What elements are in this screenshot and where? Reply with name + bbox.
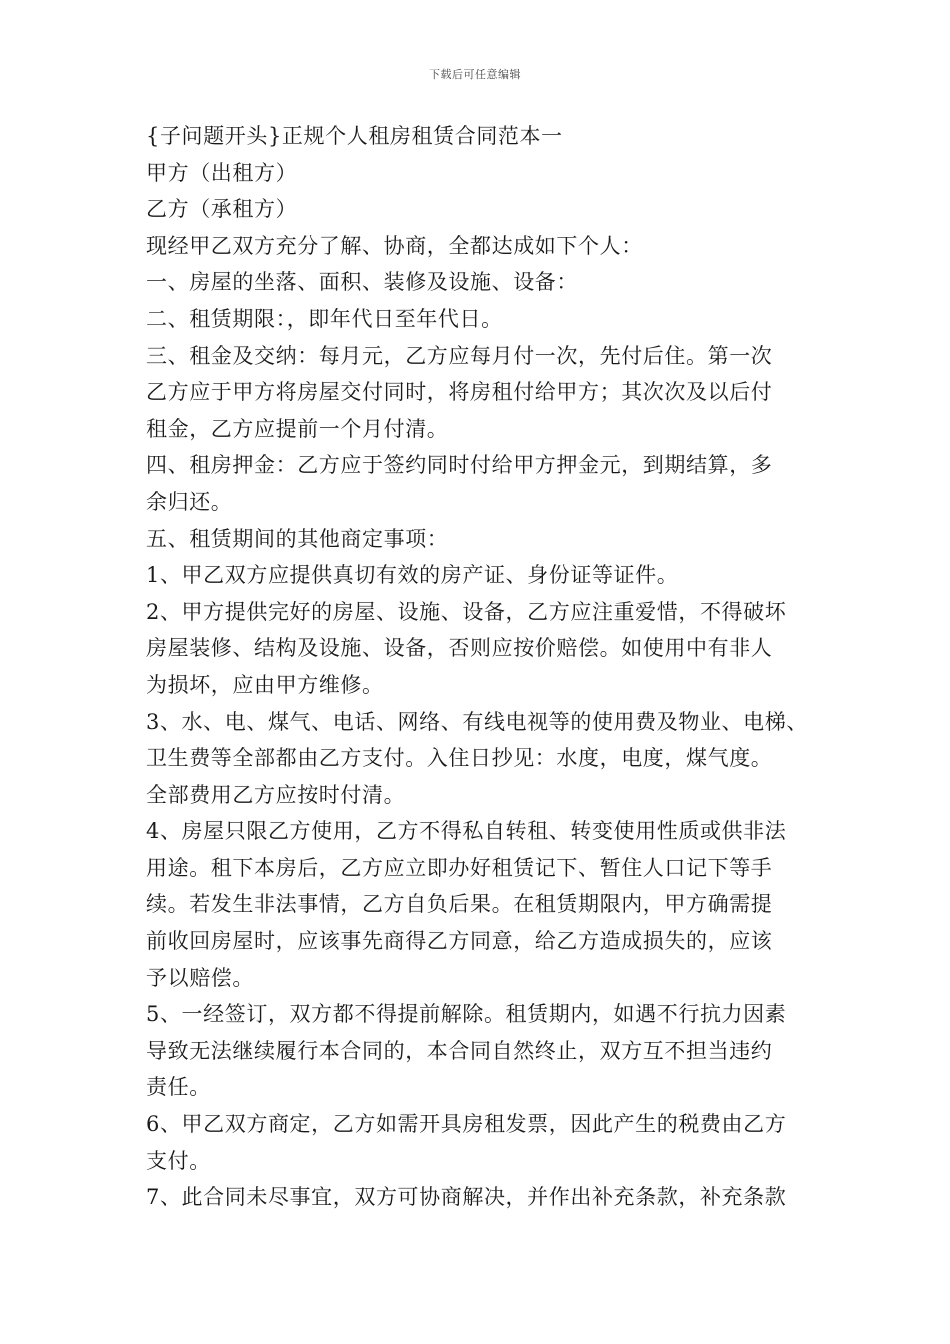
document-body	[146, 118, 818, 1216]
item-4-line: 续。若发生非法事情，乙方自负后果。在租赁期限内，甲方确需提	[146, 892, 773, 917]
item-6-line: 6、甲乙双方商定，乙方如需开具房租发票，因此产生的税费由乙方	[146, 1112, 787, 1137]
item-7-line: 7、此合同未尽事宜，双方可协商解决，并作出补充条款，补充条款	[146, 1185, 787, 1210]
item-1-line: 1、甲乙双方应提供真切有效的房产证、身份证等证件。	[146, 563, 679, 588]
item-4-line: 予以赔偿。	[146, 965, 254, 990]
item-6-line: 支付。	[146, 1148, 211, 1173]
clause-4-line: 四、租房押金：乙方应于签约同时付给甲方押金元，到期结算，多	[146, 453, 773, 478]
page-header-note: 下载后可任意编辑	[429, 68, 521, 81]
clause-2-line: 二、租赁期限：，即年代日至年代日。	[146, 306, 503, 331]
item-2-line: 为损坏，应由甲方维修。	[146, 672, 384, 697]
item-4-line: 4、房屋只限乙方使用，乙方不得私自转租、转变使用性质或供非法	[146, 819, 787, 844]
party-b-line: 乙方（承租方）	[146, 197, 298, 222]
clause-1-line: 一、房屋的坐落、面积、装修及设施、设备：	[146, 270, 578, 295]
item-4-line: 前收回房屋时，应该事先商得乙方同意，给乙方造成损失的，应该	[146, 929, 773, 954]
clause-3-line: 租金，乙方应提前一个月付清。	[146, 416, 449, 441]
item-5-line: 导致无法继续履行本合同的，本合同自然终止，双方互不担当违约	[146, 1038, 773, 1063]
clause-4-line: 余归还。	[146, 489, 233, 514]
preamble-line: 现经甲乙双方充分了解、协商，全都达成如下个人：	[146, 233, 643, 258]
item-3-line: 全部费用乙方应按时付清。	[146, 782, 406, 807]
party-a-line: 甲方（出租方）	[146, 160, 298, 185]
item-5-line: 责任。	[146, 1075, 211, 1100]
item-3-line: 3、水、电、煤气、电话、网络、有线电视等的使用费及物业、电梯、	[146, 709, 808, 734]
clause-3-line: 三、租金及交纳：每月元，乙方应每月付一次，先付后住。第一次	[146, 343, 773, 368]
item-2-line: 2、甲方提供完好的房屋、设施、设备，乙方应注重爱惜，不得破坏	[146, 599, 787, 624]
clause-3-line: 乙方应于甲方将房屋交付同时，将房租付给甲方；其次次及以后付	[146, 380, 773, 405]
item-5-line: 5、一经签订，双方都不得提前解除。租赁期内，如遇不行抗力因素	[146, 1002, 787, 1027]
item-2-line: 房屋装修、结构及设施、设备，否则应按价赔偿。如使用中有非人	[146, 636, 773, 661]
document-title: {子问题开头}正规个人租房租赁合同范本一	[146, 124, 563, 148]
clause-5-heading: 五、租赁期间的其他商定事项：	[146, 526, 449, 551]
item-4-line: 用途。租下本房后，乙方应立即办好租赁记下、暂住人口记下等手	[146, 855, 773, 880]
item-3-line: 卫生费等全部都由乙方支付。入住日抄见：水度，电度，煤气度。	[146, 746, 773, 771]
